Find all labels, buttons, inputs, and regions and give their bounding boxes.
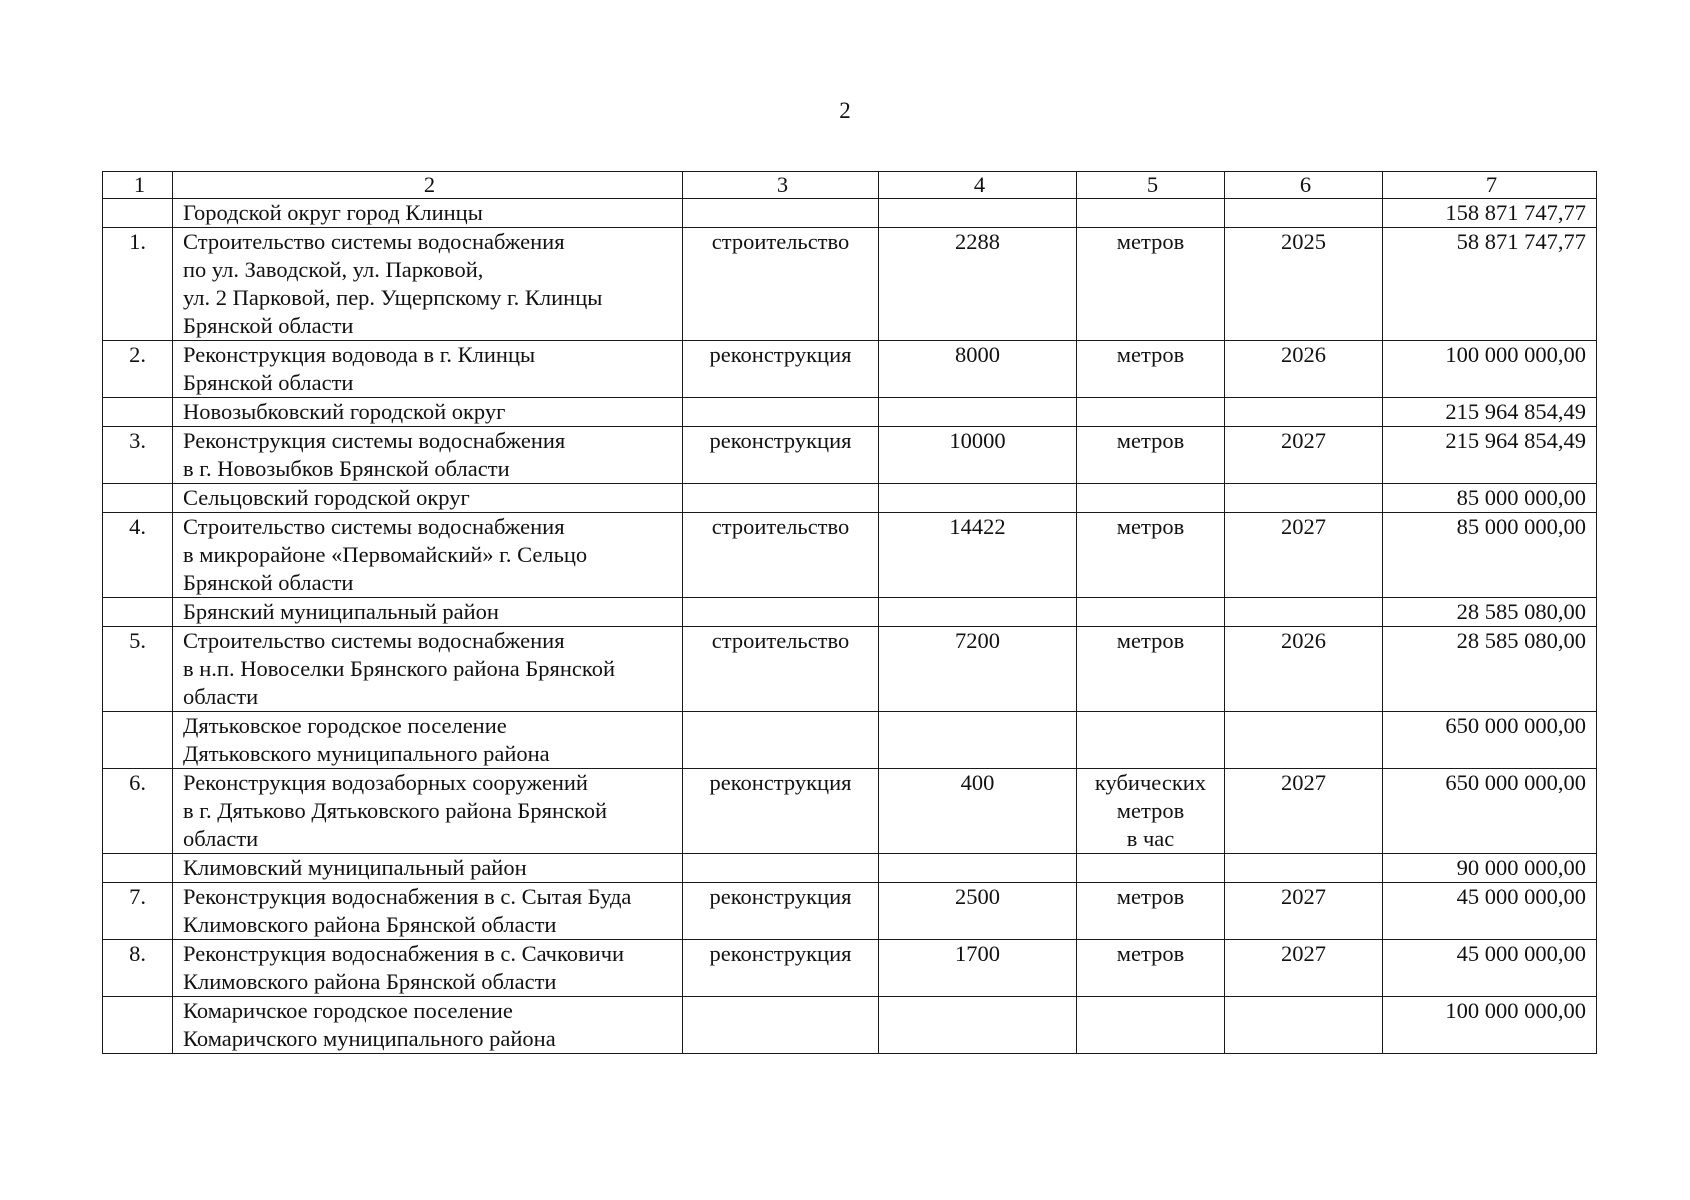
work-type-cell [683,997,879,1054]
amount-cell: 85 000 000,00 [1383,513,1597,598]
investment-table [102,171,1597,1054]
group-subtotal-row [103,598,1597,627]
header-col-5: 5 [1077,172,1225,199]
row-number-cell [103,398,173,427]
amount-cell: 85 000 000,00 [1383,484,1597,513]
year-cell: 2027 [1225,940,1383,997]
capacity-cell: 400 [879,769,1077,854]
group-subtotal-row [103,484,1597,513]
row-number-cell: 6. [103,769,173,854]
work-type-cell: строительство [683,513,879,598]
group-subtotal-row [103,997,1597,1054]
row-number-cell: 7. [103,883,173,940]
group-subtotal-row [103,712,1597,769]
group-subtotal-row [103,854,1597,883]
amount-cell: 90 000 000,00 [1383,854,1597,883]
capacity-cell: 14422 [879,513,1077,598]
work-type-cell [683,854,879,883]
work-type-cell: реконструкция [683,769,879,854]
amount-cell: 158 871 747,77 [1383,199,1597,228]
year-cell [1225,398,1383,427]
unit-cell [1077,598,1225,627]
capacity-cell: 1700 [879,940,1077,997]
header-col-6: 6 [1225,172,1383,199]
capacity-cell: 8000 [879,341,1077,398]
amount-cell: 28 585 080,00 [1383,627,1597,712]
row-number-cell: 3. [103,427,173,484]
unit-cell: метров [1077,427,1225,484]
row-number-cell: 5. [103,627,173,712]
table-row [103,341,1597,398]
work-type-cell: реконструкция [683,427,879,484]
table-row [103,228,1597,341]
amount-cell: 215 964 854,49 [1383,398,1597,427]
object-name-cell: Брянский муниципальный район [173,598,683,627]
object-name-cell: Строительство системы водоснабжения по ул. Заводской, ул. Парковой, ул. 2 Парковой, пер. Ущерпскому г. Клинцы Брянской области [173,228,683,341]
object-name-cell: Сельцовский городской округ [173,484,683,513]
table-row [103,627,1597,712]
unit-cell [1077,199,1225,228]
capacity-cell [879,997,1077,1054]
work-type-cell [683,398,879,427]
work-type-cell: строительство [683,627,879,712]
capacity-cell [879,854,1077,883]
year-cell [1225,712,1383,769]
table-row [103,427,1597,484]
amount-cell: 45 000 000,00 [1383,883,1597,940]
table-row [103,513,1597,598]
amount-cell: 45 000 000,00 [1383,940,1597,997]
table-row [103,940,1597,997]
work-type-cell: реконструкция [683,940,879,997]
year-cell [1225,997,1383,1054]
object-name-cell: Реконструкция водоснабжения в с. Сытая Буда Климовского района Брянской области [173,883,683,940]
year-cell: 2027 [1225,883,1383,940]
row-number-cell: 2. [103,341,173,398]
capacity-cell [879,598,1077,627]
header-col-4: 4 [879,172,1077,199]
year-cell: 2027 [1225,513,1383,598]
amount-cell: 215 964 854,49 [1383,427,1597,484]
unit-cell: метров [1077,940,1225,997]
unit-cell: метров [1077,883,1225,940]
work-type-cell [683,598,879,627]
year-cell: 2026 [1225,341,1383,398]
year-cell [1225,199,1383,228]
header-col-3: 3 [683,172,879,199]
capacity-cell [879,712,1077,769]
row-number-cell [103,712,173,769]
object-name-cell: Новозыбковский городской округ [173,398,683,427]
unit-cell: кубических метров в час [1077,769,1225,854]
unit-cell [1077,484,1225,513]
row-number-cell [103,484,173,513]
row-number-cell [103,997,173,1054]
capacity-cell [879,484,1077,513]
capacity-cell: 2288 [879,228,1077,341]
unit-cell: метров [1077,513,1225,598]
object-name-cell: Реконструкция системы водоснабжения в г. Новозыбков Брянской области [173,427,683,484]
work-type-cell [683,199,879,228]
unit-cell [1077,712,1225,769]
amount-cell: 650 000 000,00 [1383,712,1597,769]
table-row [103,769,1597,854]
work-type-cell [683,712,879,769]
object-name-cell: Строительство системы водоснабжения в н.п. Новоселки Брянского района Брянской области [173,627,683,712]
object-name-cell: Реконструкция водозаборных сооружений в г. Дятьково Дятьковского района Брянской области [173,769,683,854]
year-cell [1225,598,1383,627]
amount-cell: 58 871 747,77 [1383,228,1597,341]
object-name-cell: Городской округ город Клинцы [173,199,683,228]
object-name-cell: Климовский муниципальный район [173,854,683,883]
object-name-cell: Дятьковское городское поселение Дятьковского муниципального района [173,712,683,769]
row-number-cell: 1. [103,228,173,341]
group-subtotal-row [103,398,1597,427]
table-header-row [103,172,1597,199]
work-type-cell: строительство [683,228,879,341]
amount-cell: 100 000 000,00 [1383,341,1597,398]
row-number-cell [103,854,173,883]
unit-cell [1077,854,1225,883]
table-row [103,883,1597,940]
capacity-cell: 10000 [879,427,1077,484]
row-number-cell [103,199,173,228]
year-cell: 2026 [1225,627,1383,712]
group-subtotal-row [103,199,1597,228]
page-number: 2 [839,98,851,123]
row-number-cell: 8. [103,940,173,997]
table-body [103,172,1597,1054]
unit-cell: метров [1077,228,1225,341]
row-number-cell: 4. [103,513,173,598]
work-type-cell: реконструкция [683,883,879,940]
unit-cell [1077,398,1225,427]
capacity-cell: 7200 [879,627,1077,712]
unit-cell: метров [1077,627,1225,712]
capacity-cell [879,398,1077,427]
amount-cell: 650 000 000,00 [1383,769,1597,854]
year-cell [1225,484,1383,513]
object-name-cell: Реконструкция водоснабжения в с. Сачковичи Климовского района Брянской области [173,940,683,997]
year-cell: 2027 [1225,769,1383,854]
object-name-cell: Комаричское городское поселение Комаричского муниципального района [173,997,683,1054]
header-col-2: 2 [173,172,683,199]
object-name-cell: Строительство системы водоснабжения в микрорайоне «Первомайский» г. Сельцо Брянской области [173,513,683,598]
object-name-cell: Реконструкция водовода в г. Клинцы Брянской области [173,341,683,398]
year-cell: 2025 [1225,228,1383,341]
year-cell: 2027 [1225,427,1383,484]
amount-cell: 28 585 080,00 [1383,598,1597,627]
row-number-cell [103,598,173,627]
amount-cell: 100 000 000,00 [1383,997,1597,1054]
capacity-cell [879,199,1077,228]
unit-cell [1077,997,1225,1054]
capacity-cell: 2500 [879,883,1077,940]
work-type-cell: реконструкция [683,341,879,398]
work-type-cell [683,484,879,513]
header-col-1: 1 [103,172,173,199]
year-cell [1225,854,1383,883]
unit-cell: метров [1077,341,1225,398]
header-col-7: 7 [1383,172,1597,199]
